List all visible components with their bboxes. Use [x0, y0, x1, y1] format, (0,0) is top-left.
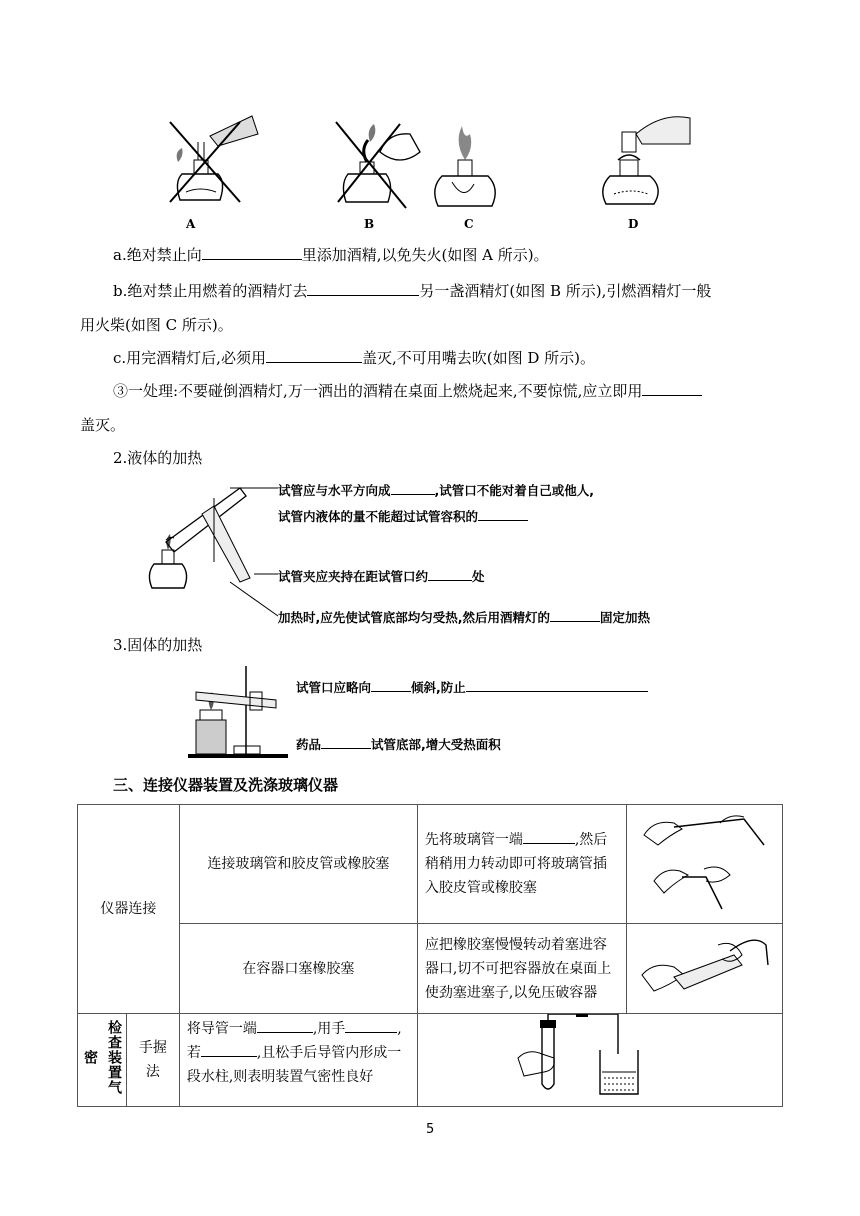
- rule-a-pre: a.绝对禁止向: [113, 246, 202, 264]
- figure-caption-a: A: [186, 217, 196, 231]
- row3-desc-l1-pre: 将导管一端: [186, 1021, 257, 1037]
- solid-label-tilt-pre: 试管口应略向: [296, 680, 372, 695]
- blank-field[interactable]: [345, 1018, 397, 1033]
- figure-caption-d: D: [628, 217, 639, 231]
- liquid-label-clamp-pre: 试管夹应夹持在距试管口约: [278, 569, 429, 584]
- lamp-c-illustration: [428, 112, 508, 216]
- blank-field[interactable]: [391, 480, 435, 495]
- row3-desc-l2-post: ,且松手后导管内形成一: [256, 1045, 402, 1061]
- row1-desc-l3: 入胶皮管或橡胶塞: [424, 880, 537, 896]
- rule-a: [113, 244, 549, 266]
- solid-label-tilt-mid: 倾斜,防止: [411, 680, 466, 695]
- rule-b-post: 另一盏酒精灯(如图 B 所示),引燃酒精灯一般: [419, 282, 712, 300]
- solid-heading: 3.固体的加热: [113, 636, 203, 654]
- blank-field[interactable]: [257, 1018, 313, 1033]
- row2-desc-l2: 器口,切不可把容器放在桌面上: [424, 960, 612, 977]
- blank-field[interactable]: [478, 506, 528, 521]
- row3-illustration-cell: [417, 1014, 782, 1107]
- row2-desc: [417, 924, 626, 1014]
- row3-desc-l1-post: ,: [397, 1021, 402, 1037]
- row2-illustration-cell: [626, 924, 782, 1014]
- rule-b-pre: b.绝对禁止用燃着的酒精灯去: [113, 282, 308, 300]
- liquid-label-angle-pre: 试管应与水平方向成: [278, 483, 391, 498]
- blank-field[interactable]: [466, 677, 648, 692]
- liquid-heading: 2.液体的加热: [113, 449, 203, 467]
- blank-field[interactable]: [642, 381, 702, 396]
- blank-field[interactable]: [201, 1042, 257, 1057]
- liquid-label-clamp-post: 处: [472, 569, 485, 584]
- stopper-illustration: [634, 925, 774, 1005]
- blank-field[interactable]: [550, 607, 600, 622]
- row2-desc-l3: 使劲塞进塞子,以免压破容器: [424, 984, 598, 1001]
- solid-label-tilt: [296, 677, 648, 696]
- airtight-check-illustration: [500, 1014, 700, 1098]
- row1-illustration-cell: [626, 805, 782, 924]
- liquid-label-heat-pre: 加热时,应先使试管底部均匀受热,然后用酒精灯的: [278, 610, 550, 625]
- row1-desc-l1-pre: 先将玻璃管一端: [424, 832, 523, 848]
- row1-item: 连接玻璃管和胶皮管或橡胶塞: [179, 805, 417, 924]
- blank-field[interactable]: [371, 677, 411, 692]
- solid-label-spread-pre: 药品: [296, 737, 322, 752]
- figure-caption-c: C: [464, 217, 474, 231]
- group-airtight: 检查装置气密: [82, 1019, 122, 1095]
- row3-desc-l1-mid: ,用手: [312, 1021, 346, 1037]
- rule-c-post: 盖灭,不可用嘴去吹(如图 D 所示)。: [361, 349, 595, 367]
- rule-d-pre: ③一处理:不要碰倒酒精灯,万一洒出的酒精在桌面上燃烧起来,不要惊慌,应立即用: [113, 382, 643, 400]
- rule-a-post: 里添加酒精,以免失火(如图 A 所示)。: [301, 246, 549, 264]
- instrument-table: [77, 804, 783, 1107]
- figure-caption-b: B: [364, 217, 375, 231]
- blank-field[interactable]: [307, 281, 419, 296]
- row3-desc-l2-pre: 若: [186, 1045, 201, 1061]
- rule-c: [113, 347, 595, 369]
- rule-c-pre: c.用完酒精灯后,必须用: [113, 349, 266, 367]
- liquid-label-angle-post: ,试管口不能对着自己或他人,: [434, 483, 595, 498]
- row3-desc-l3: 段水柱,则表明装置气密性良好: [186, 1069, 374, 1085]
- blank-field[interactable]: [321, 734, 371, 749]
- row1-desc: [417, 805, 626, 924]
- section3-heading: 三、连接仪器装置及洗涤玻璃仪器: [113, 776, 339, 794]
- solid-label-spread: [296, 734, 501, 753]
- liquid-label-heat-post: 固定加热: [600, 610, 651, 625]
- liquid-label-volume-pre: 试管内液体的量不能超过试管容积的: [278, 509, 479, 524]
- rule-b-cont: 用火柴(如图 C 所示)。: [80, 316, 233, 334]
- blank-field[interactable]: [202, 245, 302, 260]
- solid-heating-illustration: [186, 662, 296, 762]
- rule-d: [113, 380, 702, 402]
- lamp-b-illustration: [330, 112, 430, 216]
- lamp-a-illustration: [160, 112, 260, 216]
- row3-desc: [179, 1014, 417, 1107]
- liquid-label-heat: [278, 607, 650, 626]
- row2-desc-l1: 应把橡胶塞慢慢转动着塞进容: [424, 936, 607, 953]
- blank-field[interactable]: [523, 829, 575, 844]
- row3-item: 手握法: [127, 1014, 180, 1107]
- group-connect: 仪器连接: [78, 805, 180, 1014]
- row2-item: 在容器口塞橡胶塞: [179, 924, 417, 1014]
- page-number: 5: [426, 1122, 435, 1137]
- hands-tube-illustration: [634, 805, 774, 915]
- liquid-label-clamp: [278, 566, 485, 585]
- rule-b: [113, 280, 711, 302]
- liquid-leader-lines: [200, 482, 280, 622]
- liquid-label-volume: [278, 506, 528, 525]
- blank-field[interactable]: [266, 348, 362, 363]
- row1-desc-l2: 稍稍用力转动即可将玻璃管插: [424, 856, 607, 872]
- blank-field[interactable]: [428, 566, 472, 581]
- lamp-d-illustration: [592, 104, 692, 216]
- group-airtight-cell: [78, 1014, 127, 1107]
- solid-label-spread-post: 试管底部,增大受热面积: [371, 737, 501, 752]
- row1-desc-l1-post: ,然后: [574, 832, 608, 848]
- liquid-label-angle: [278, 480, 594, 499]
- rule-d-cont: 盖灭。: [80, 416, 126, 434]
